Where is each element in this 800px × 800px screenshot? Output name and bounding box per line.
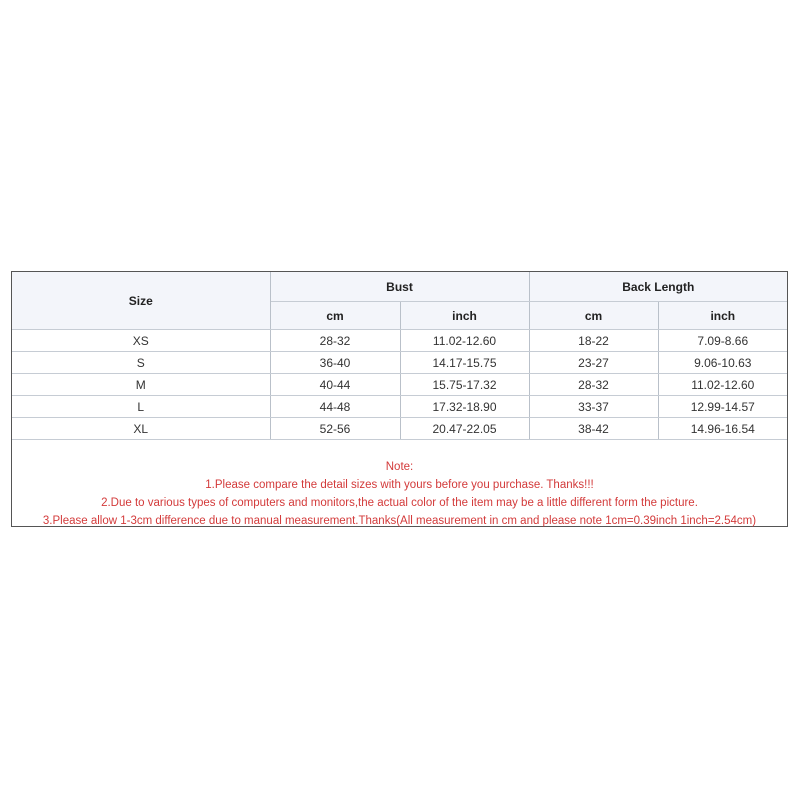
bust-inch-cell: 11.02-12.60 [400, 330, 529, 352]
table-row [12, 330, 787, 352]
bust-cm-cell: 28-32 [270, 330, 400, 352]
back-length-inch-cell: 7.09-8.66 [658, 330, 787, 352]
table-row [12, 396, 787, 418]
size-table [12, 272, 787, 440]
size-chart [11, 271, 788, 527]
notes-section [12, 440, 787, 530]
back-length-inch-header: inch [658, 302, 787, 330]
back-length-inch-cell: 9.06-10.63 [658, 352, 787, 374]
size-cell: L [12, 396, 270, 418]
table-row [12, 374, 787, 396]
back-length-cm-cell: 23-27 [529, 352, 658, 374]
table-row [12, 352, 787, 374]
size-cell: XS [12, 330, 270, 352]
note-title: Note: [385, 461, 414, 473]
bust-inch-cell: 20.47-22.05 [400, 418, 529, 440]
bust-cm-cell: 40-44 [270, 374, 400, 396]
back-length-inch-cell: 12.99-14.57 [658, 396, 787, 418]
bust-group-header: Bust [270, 272, 529, 302]
size-cell: XL [12, 418, 270, 440]
back-length-cm-cell: 18-22 [529, 330, 658, 352]
bust-inch-cell: 15.75-17.32 [400, 374, 529, 396]
back-length-cm-cell: 28-32 [529, 374, 658, 396]
size-column-header: Size [12, 272, 270, 330]
back-length-cm-cell: 38-42 [529, 418, 658, 440]
size-cell: M [12, 374, 270, 396]
back-length-inch-cell: 11.02-12.60 [658, 374, 787, 396]
note-line: 2.Due to various types of computers and monitors,the actual color of the item may be a little different form the picture. [101, 497, 698, 509]
back-length-inch-cell: 14.96-16.54 [658, 418, 787, 440]
bust-cm-cell: 44-48 [270, 396, 400, 418]
back-length-group-header: Back Length [529, 272, 787, 302]
back-length-cm-header: cm [529, 302, 658, 330]
bust-inch-cell: 14.17-15.75 [400, 352, 529, 374]
back-length-cm-cell: 33-37 [529, 396, 658, 418]
size-cell: S [12, 352, 270, 374]
bust-cm-cell: 52-56 [270, 418, 400, 440]
note-line: 3.Please allow 1-3cm difference due to manual measurement.Thanks(All measurement in cm and please note 1cm=0.39inch 1inch=2.54cm) [42, 515, 757, 527]
bust-cm-cell: 36-40 [270, 352, 400, 374]
table-row [12, 418, 787, 440]
note-line: 1.Please compare the detail sizes with yours before you purchase. Thanks!!! [205, 479, 594, 491]
bust-inch-header: inch [400, 302, 529, 330]
bust-cm-header: cm [270, 302, 400, 330]
bust-inch-cell: 17.32-18.90 [400, 396, 529, 418]
